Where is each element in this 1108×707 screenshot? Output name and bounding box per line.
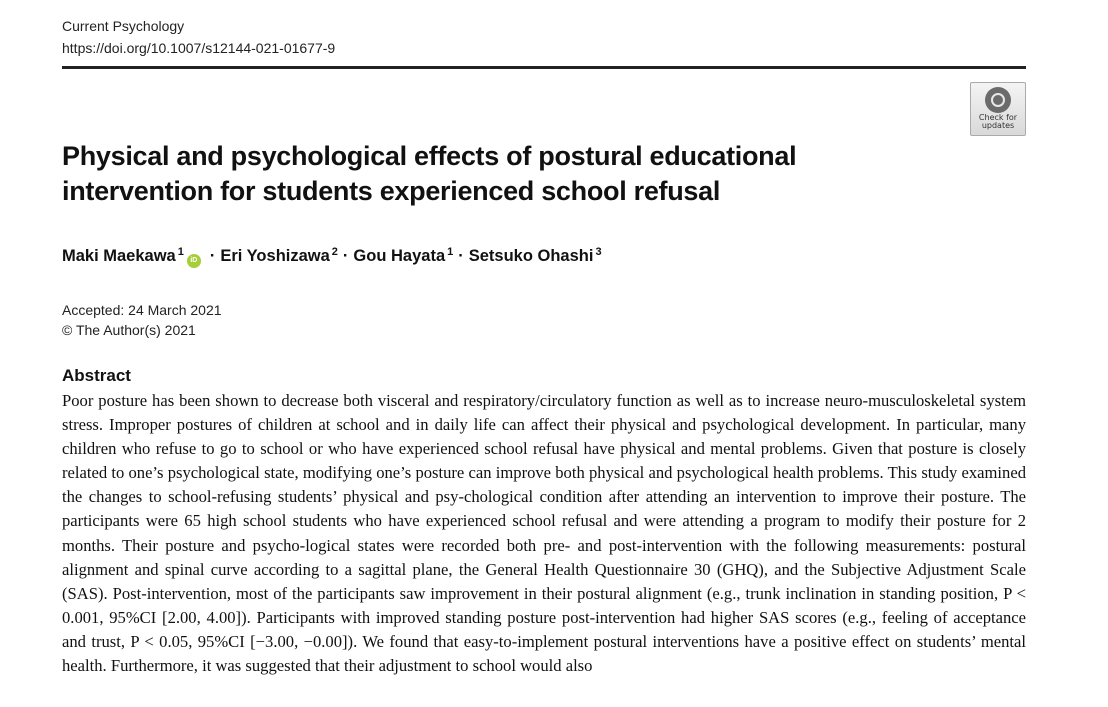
author-separator: ·: [342, 247, 349, 265]
article-title: Physical and psychological effects of postural educational intervention for students experienced school refusal: [62, 141, 797, 206]
author-affiliation: 3: [595, 246, 602, 258]
accepted-date: Accepted: 24 March 2021: [62, 302, 222, 318]
orcid-icon[interactable]: iD: [187, 254, 201, 268]
author-name[interactable]: Maki Maekawa: [62, 247, 176, 265]
author-affiliation: 2: [331, 246, 338, 258]
author-separator: ·: [458, 247, 464, 265]
crossmark-icon: [985, 87, 1011, 113]
copyright-notice: © The Author(s) 2021: [62, 322, 196, 338]
abstract-text: Poor posture has been shown to decrease both visceral and respiratory/circulatory function as well as to increase neuro-musculoskeletal system stress. Improper postures of children at school and in daily life can affect their physical and psychological development. In particular, many children who refuse to go to school or who have experienced school refusal have physical and mental problems. Given that posture is closely related to one’s psychological state, modifying one’s posture can improve both physical and psychological health problems. This study examined the changes to school-refusing students’ physical and psy-chological condition after attending an intervention to improve their posture. The participants were 65 high school students who have experienced school refusal and were attending a program to modify their posture for 2 months. Their posture and psycho-logical states were recorded both pre- and post-intervention with the following measurements: postural alignment and spinal curve according to a sagittal plane, the General Health Questionnaire 30 (GHQ), and the Subjective Adjustment Scale (SAS). Post-intervention, most of the participants saw improvement in their postural alignment (e.g., trunk inclination in standing position, P < 0.001, 95%CI [2.00, 4.00]). Participants with improved standing posture post-intervention had higher SAS scores (e.g., feeling of acceptance and trust, P < 0.05, 95%CI [−3.00, −0.00]). We found that easy-to-implement postural interventions have a positive effect on students’ mental health. Furthermore, it was suggested that their adjustment to school would also: [62, 391, 1026, 676]
badge-label-line1: Check for: [978, 113, 1018, 122]
doi-link[interactable]: https://doi.org/10.1007/s12144-021-01677-9: [62, 40, 336, 56]
header-rule: [62, 66, 1026, 69]
author-list: [62, 239, 602, 269]
author-name[interactable]: Eri Yoshizawa: [220, 247, 330, 265]
author-affiliation: 1: [447, 246, 454, 258]
abstract-heading: Abstract: [62, 366, 131, 385]
author-separator: ·: [209, 247, 216, 265]
check-for-updates-badge[interactable]: [970, 82, 1026, 136]
journal-header: [62, 15, 335, 59]
author-name[interactable]: Setsuko Ohashi: [468, 247, 594, 265]
author-affiliation: 1: [177, 246, 184, 258]
badge-label-line2: updates: [981, 121, 1015, 130]
journal-name: Current Psychology: [62, 18, 185, 34]
author-name[interactable]: Gou Hayata: [353, 247, 446, 265]
publication-meta: [62, 300, 222, 340]
